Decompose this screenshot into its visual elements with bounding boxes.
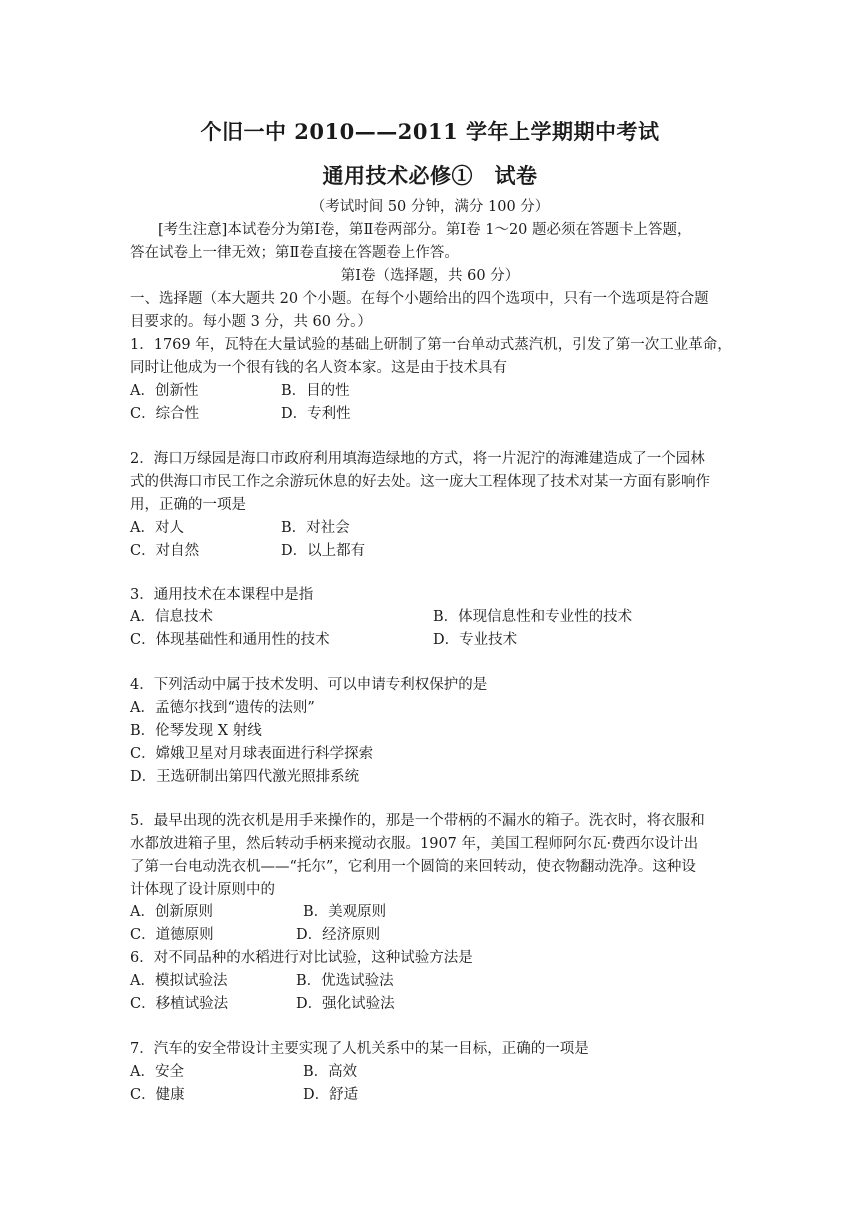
- question-text: 了第一台电动洗衣机——“托尔”，它利用一个圆筒的来回转动，使衣物翻动洗净。这种设: [130, 859, 696, 875]
- option-c: C．道德原则: [130, 927, 214, 943]
- option-d: D．舒适: [303, 1087, 359, 1103]
- question-text: 水都放进箱子里，然后转动手柄来搅动衣服。1907 年，美国工程师阿尔瓦·费西尔设计出: [130, 836, 699, 852]
- option-d: D．专利性: [281, 406, 351, 422]
- question-text: 4．下列活动中属于技术发明、可以申请专利权保护的是: [130, 677, 488, 693]
- option-b: B．对社会: [281, 520, 350, 536]
- option-c: C．移植试验法: [130, 996, 229, 1012]
- option-a: A．信息技术: [130, 609, 213, 625]
- option-b: B．优选试验法: [296, 973, 394, 989]
- question-text: 2．海口万绿园是海口市政府利用填海造绿地的方式，将一片泥泞的海滩建造成了一个园林: [130, 451, 705, 467]
- option-a: A．安全: [130, 1064, 184, 1080]
- question-text: 3．通用技术在本课程中是指: [130, 587, 314, 603]
- option-a: A．孟德尔找到“遗传的法则”: [130, 700, 315, 716]
- option-b: B．高效: [303, 1064, 358, 1080]
- exam-title: 个旧一中 2010——2011 学年上学期期中考试: [200, 119, 660, 144]
- question-text: 同时让他成为一个很有钱的名人资本家。这是由于技术具有: [130, 360, 507, 376]
- option-d: D．王选研制出第四代激光照排系统: [130, 769, 360, 785]
- option-a: A．创新原则: [130, 904, 213, 920]
- question-text: 式的供海口市民工作之余游玩休息的好去处。这一庞大工程体现了技术对某一方面有影响作: [130, 474, 710, 490]
- option-b: B．目的性: [281, 383, 350, 399]
- section-instruction: 一、选择题（本大题共 20 个小题。在每个小题给出的四个选项中，只有一个选项是符合题: [130, 291, 709, 307]
- exam-subtitle: 通用技术必修① 试卷: [322, 163, 538, 188]
- option-b: B．美观原则: [303, 904, 387, 920]
- option-b: B．体现信息性和专业性的技术: [433, 609, 633, 625]
- option-d: D．经济原则: [296, 927, 381, 943]
- option-b: B．伦琴发现 X 射线: [130, 723, 262, 739]
- section-instruction: 目要求的。每小题 3 分，共 60 分。）: [130, 314, 372, 330]
- option-a: A．创新性: [130, 383, 199, 399]
- option-a: A．模拟试验法: [130, 973, 228, 989]
- option-c: C．嫦娥卫星对月球表面进行科学探索: [130, 746, 374, 762]
- option-a: A．对人: [130, 520, 184, 536]
- option-c: C．健康: [130, 1087, 185, 1103]
- question-text: 7．汽车的安全带设计主要实现了人机关系中的某一目标，正确的一项是: [130, 1041, 589, 1057]
- option-c: C．对自然: [130, 543, 200, 559]
- exam-time: （考试时间 50 分钟，满分 100 分）: [310, 199, 550, 215]
- question-text: 计体现了设计原则中的: [130, 882, 275, 898]
- notice-line: 答在试卷上一律无效；第Ⅱ卷直接在答题卷上作答。: [130, 245, 459, 261]
- question-text: 1．1769 年，瓦特在大量试验的基础上研制了第一台单动式蒸汽机，引发了第一次工业革命，: [130, 337, 732, 353]
- question-text: 5．最早出现的洗衣机是用手来操作的，那是一个带柄的不漏水的箱子。洗衣时，将衣服和: [130, 813, 705, 829]
- notice-line: [考生注意]本试卷分为第Ⅰ卷，第Ⅱ卷两部分。第Ⅰ卷 1～20 题必须在答题卡上答题，: [158, 222, 692, 238]
- option-c: C．体现基础性和通用性的技术: [130, 632, 330, 648]
- option-c: C．综合性: [130, 406, 200, 422]
- question-text: 用，正确的一项是: [130, 497, 246, 513]
- question-text: 6．对不同品种的水稻进行对比试验，这种试验方法是: [130, 950, 473, 966]
- option-d: D．专业技术: [433, 632, 518, 648]
- option-d: D．强化试验法: [296, 996, 395, 1012]
- option-d: D．以上都有: [281, 543, 366, 559]
- part1-title: 第Ⅰ卷（选择题，共 60 分）: [340, 268, 520, 284]
